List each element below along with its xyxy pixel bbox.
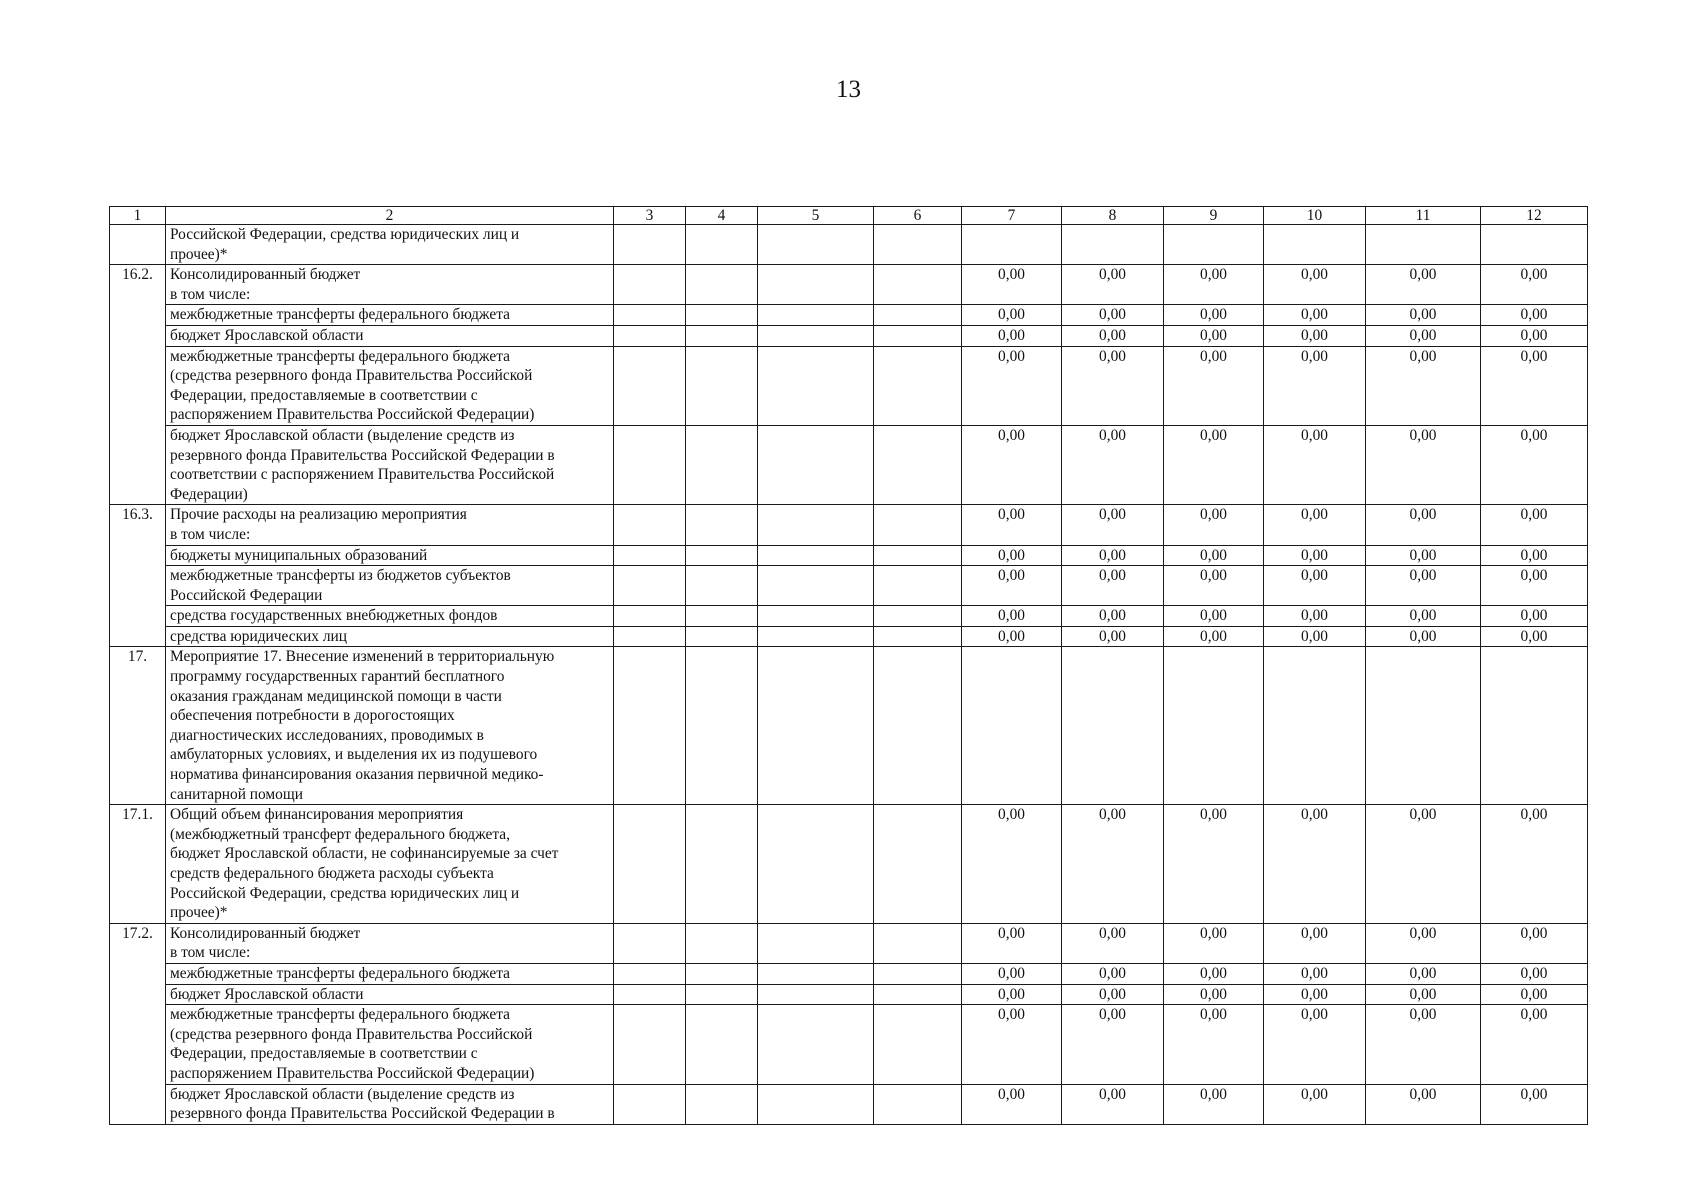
empty-cell xyxy=(686,923,758,963)
amount-cell xyxy=(1264,647,1366,805)
amount-cell: 0,00 xyxy=(1062,505,1164,545)
amount-cell: 0,00 xyxy=(1264,566,1366,606)
empty-cell xyxy=(758,505,874,545)
amount-cell: 0,00 xyxy=(962,606,1062,627)
row-description: Консолидированный бюджет в том числе: xyxy=(166,923,614,963)
column-number: 6 xyxy=(874,207,962,225)
empty-cell xyxy=(686,425,758,504)
empty-cell xyxy=(614,647,686,805)
amount-cell xyxy=(962,225,1062,265)
row-description: бюджет Ярославской области xyxy=(166,984,614,1005)
amount-cell xyxy=(962,647,1062,805)
amount-cell: 0,00 xyxy=(1164,265,1264,305)
table-row xyxy=(110,626,1588,647)
amount-cell: 0,00 xyxy=(1366,984,1481,1005)
amount-cell: 0,00 xyxy=(1062,545,1164,566)
row-description: межбюджетные трансферты из бюджетов субъектов Российской Федерации xyxy=(166,566,614,606)
table-row xyxy=(110,505,1588,545)
empty-cell xyxy=(686,626,758,647)
amount-cell: 0,00 xyxy=(1481,425,1588,504)
row-description: Прочие расходы на реализацию мероприятия в том числе: xyxy=(166,505,614,545)
amount-cell: 0,00 xyxy=(1164,626,1264,647)
empty-cell xyxy=(758,566,874,606)
row-number: 16.2. xyxy=(110,265,166,505)
amount-cell: 0,00 xyxy=(962,265,1062,305)
amount-cell: 0,00 xyxy=(1164,805,1264,924)
amount-cell: 0,00 xyxy=(1481,346,1588,425)
amount-cell: 0,00 xyxy=(1164,923,1264,963)
amount-cell: 0,00 xyxy=(1264,346,1366,425)
amount-cell: 0,00 xyxy=(1481,626,1588,647)
table-row xyxy=(110,425,1588,504)
table-row xyxy=(110,305,1588,326)
amount-cell: 0,00 xyxy=(1366,1005,1481,1084)
empty-cell xyxy=(758,805,874,924)
amount-cell: 0,00 xyxy=(1164,545,1264,566)
empty-cell xyxy=(874,984,962,1005)
column-number: 2 xyxy=(166,207,614,225)
amount-cell: 0,00 xyxy=(1481,566,1588,606)
amount-cell: 0,00 xyxy=(1366,325,1481,346)
table-row xyxy=(110,647,1588,805)
amount-cell: 0,00 xyxy=(1481,805,1588,924)
row-description: Консолидированный бюджет в том числе: xyxy=(166,265,614,305)
empty-cell xyxy=(874,647,962,805)
amount-cell: 0,00 xyxy=(1366,545,1481,566)
amount-cell: 0,00 xyxy=(1481,265,1588,305)
empty-cell xyxy=(614,505,686,545)
row-description: бюджет Ярославской области xyxy=(166,325,614,346)
amount-cell: 0,00 xyxy=(962,1084,1062,1124)
amount-cell: 0,00 xyxy=(1062,805,1164,924)
amount-cell: 0,00 xyxy=(1062,606,1164,627)
table-row xyxy=(110,325,1588,346)
amount-cell: 0,00 xyxy=(962,923,1062,963)
empty-cell xyxy=(686,545,758,566)
amount-cell: 0,00 xyxy=(1481,963,1588,984)
empty-cell xyxy=(614,963,686,984)
row-number: 17. xyxy=(110,647,166,805)
amount-cell: 0,00 xyxy=(962,545,1062,566)
amount-cell: 0,00 xyxy=(962,346,1062,425)
empty-cell xyxy=(874,346,962,425)
empty-cell xyxy=(874,923,962,963)
empty-cell xyxy=(686,325,758,346)
amount-cell: 0,00 xyxy=(962,963,1062,984)
row-number: 17.1. xyxy=(110,805,166,924)
amount-cell: 0,00 xyxy=(1366,1084,1481,1124)
empty-cell xyxy=(874,425,962,504)
empty-cell xyxy=(874,805,962,924)
column-number: 8 xyxy=(1062,207,1164,225)
table-row xyxy=(110,566,1588,606)
table-row xyxy=(110,963,1588,984)
empty-cell xyxy=(686,505,758,545)
amount-cell: 0,00 xyxy=(1164,984,1264,1005)
empty-cell xyxy=(686,265,758,305)
amount-cell xyxy=(1481,647,1588,805)
column-number: 5 xyxy=(758,207,874,225)
amount-cell: 0,00 xyxy=(1481,325,1588,346)
amount-cell: 0,00 xyxy=(1164,505,1264,545)
row-description: межбюджетные трансферты федерального бюджета (средства резервного фонда Правительства Российской Федерации, предоставляемые в соответствии с распоряжением Правительства Российской Федерации) xyxy=(166,346,614,425)
empty-cell xyxy=(758,984,874,1005)
column-number-row xyxy=(110,207,1588,225)
amount-cell: 0,00 xyxy=(1264,325,1366,346)
amount-cell xyxy=(1366,647,1481,805)
empty-cell xyxy=(614,1084,686,1124)
amount-cell: 0,00 xyxy=(1481,923,1588,963)
empty-cell xyxy=(758,606,874,627)
table-row xyxy=(110,1005,1588,1084)
amount-cell: 0,00 xyxy=(1164,305,1264,326)
row-description: бюджет Ярославской области (выделение средств из резервного фонда Правительства Российской Федерации в соответствии с распоряжением Правительства Российской Федерации) xyxy=(166,425,614,504)
amount-cell: 0,00 xyxy=(1366,425,1481,504)
amount-cell: 0,00 xyxy=(1062,984,1164,1005)
amount-cell: 0,00 xyxy=(1062,265,1164,305)
table-row xyxy=(110,984,1588,1005)
empty-cell xyxy=(614,305,686,326)
row-number: 17.2. xyxy=(110,923,166,1124)
amount-cell: 0,00 xyxy=(1062,425,1164,504)
empty-cell xyxy=(614,566,686,606)
amount-cell: 0,00 xyxy=(1062,626,1164,647)
amount-cell: 0,00 xyxy=(1481,305,1588,326)
amount-cell: 0,00 xyxy=(1366,346,1481,425)
table-row xyxy=(110,545,1588,566)
empty-cell xyxy=(614,923,686,963)
amount-cell: 0,00 xyxy=(962,626,1062,647)
amount-cell xyxy=(1062,647,1164,805)
amount-cell: 0,00 xyxy=(1264,984,1366,1005)
table-row xyxy=(110,1084,1588,1124)
amount-cell: 0,00 xyxy=(1164,566,1264,606)
empty-cell xyxy=(758,626,874,647)
row-description: бюджет Ярославской области (выделение средств из резервного фонда Правительства Российской Федерации в xyxy=(166,1084,614,1124)
column-number: 3 xyxy=(614,207,686,225)
amount-cell xyxy=(1264,225,1366,265)
amount-cell: 0,00 xyxy=(1264,505,1366,545)
row-description: Мероприятие 17. Внесение изменений в территориальную программу государственных гарантий бесплатного оказания гражданам медицинской помощи в части обеспечения потребности в дорогостоящих диагностических исследованиях, проводимых в амбулаторных условиях, и выделения их из подушевого норматива финансирования оказания первичной медико- санитарной помощи xyxy=(166,647,614,805)
amount-cell: 0,00 xyxy=(1062,963,1164,984)
amount-cell: 0,00 xyxy=(1366,963,1481,984)
empty-cell xyxy=(874,963,962,984)
budget-table xyxy=(109,206,1588,1125)
amount-cell: 0,00 xyxy=(1264,425,1366,504)
amount-cell: 0,00 xyxy=(1264,545,1366,566)
amount-cell: 0,00 xyxy=(1366,626,1481,647)
empty-cell xyxy=(614,225,686,265)
amount-cell: 0,00 xyxy=(962,505,1062,545)
table-row xyxy=(110,265,1588,305)
empty-cell xyxy=(874,545,962,566)
amount-cell: 0,00 xyxy=(1164,325,1264,346)
empty-cell xyxy=(614,805,686,924)
empty-cell xyxy=(614,265,686,305)
amount-cell xyxy=(1164,225,1264,265)
empty-cell xyxy=(874,626,962,647)
empty-cell xyxy=(758,265,874,305)
empty-cell xyxy=(686,1005,758,1084)
amount-cell: 0,00 xyxy=(1062,566,1164,606)
empty-cell xyxy=(874,225,962,265)
amount-cell: 0,00 xyxy=(1366,265,1481,305)
amount-cell: 0,00 xyxy=(1481,606,1588,627)
column-number: 10 xyxy=(1264,207,1366,225)
row-description: межбюджетные трансферты федерального бюджета (средства резервного фонда Правительства Российской Федерации, предоставляемые в соответствии с распоряжением Правительства Российской Федерации) xyxy=(166,1005,614,1084)
empty-cell xyxy=(686,606,758,627)
empty-cell xyxy=(614,425,686,504)
empty-cell xyxy=(758,305,874,326)
amount-cell xyxy=(1062,225,1164,265)
empty-cell xyxy=(874,305,962,326)
amount-cell: 0,00 xyxy=(1481,545,1588,566)
amount-cell: 0,00 xyxy=(962,566,1062,606)
column-number: 4 xyxy=(686,207,758,225)
empty-cell xyxy=(686,305,758,326)
amount-cell: 0,00 xyxy=(962,984,1062,1005)
amount-cell: 0,00 xyxy=(1264,265,1366,305)
column-number: 7 xyxy=(962,207,1062,225)
table-row xyxy=(110,606,1588,627)
table-body xyxy=(110,207,1588,1125)
amount-cell: 0,00 xyxy=(1366,505,1481,545)
empty-cell xyxy=(758,963,874,984)
amount-cell: 0,00 xyxy=(1264,805,1366,924)
empty-cell xyxy=(758,325,874,346)
column-number: 9 xyxy=(1164,207,1264,225)
row-description: Общий объем финансирования мероприятия (межбюджетный трансферт федерального бюджета, бюджет Ярославской области, не софинансируемые за счет средств федерального бюджета расходы субъекта Российской Федерации, средства юридических лиц и прочее)* xyxy=(166,805,614,924)
empty-cell xyxy=(614,346,686,425)
amount-cell: 0,00 xyxy=(1366,305,1481,326)
empty-cell xyxy=(686,984,758,1005)
amount-cell: 0,00 xyxy=(1366,923,1481,963)
amount-cell: 0,00 xyxy=(1164,963,1264,984)
amount-cell: 0,00 xyxy=(1164,346,1264,425)
empty-cell xyxy=(758,346,874,425)
row-description: межбюджетные трансферты федерального бюджета xyxy=(166,963,614,984)
amount-cell: 0,00 xyxy=(1164,425,1264,504)
amount-cell: 0,00 xyxy=(1481,505,1588,545)
empty-cell xyxy=(686,1084,758,1124)
empty-cell xyxy=(686,647,758,805)
empty-cell xyxy=(758,1005,874,1084)
row-description: средства государственных внебюджетных фондов xyxy=(166,606,614,627)
amount-cell: 0,00 xyxy=(1366,566,1481,606)
amount-cell: 0,00 xyxy=(1481,1005,1588,1084)
page-number: 13 xyxy=(836,76,861,103)
row-number: 16.3. xyxy=(110,505,166,647)
row-number xyxy=(110,225,166,265)
empty-cell xyxy=(614,984,686,1005)
empty-cell xyxy=(758,545,874,566)
empty-cell xyxy=(874,265,962,305)
amount-cell: 0,00 xyxy=(1062,923,1164,963)
amount-cell: 0,00 xyxy=(962,325,1062,346)
amount-cell: 0,00 xyxy=(1264,1084,1366,1124)
amount-cell: 0,00 xyxy=(1264,626,1366,647)
amount-cell: 0,00 xyxy=(1062,305,1164,326)
amount-cell: 0,00 xyxy=(1164,606,1264,627)
empty-cell xyxy=(686,566,758,606)
amount-cell: 0,00 xyxy=(1264,923,1366,963)
column-number: 1 xyxy=(110,207,166,225)
table-row xyxy=(110,346,1588,425)
amount-cell xyxy=(1366,225,1481,265)
empty-cell xyxy=(874,325,962,346)
amount-cell: 0,00 xyxy=(1264,963,1366,984)
empty-cell xyxy=(874,1084,962,1124)
empty-cell xyxy=(758,225,874,265)
table-row xyxy=(110,923,1588,963)
amount-cell: 0,00 xyxy=(1264,606,1366,627)
row-description: средства юридических лиц xyxy=(166,626,614,647)
empty-cell xyxy=(686,963,758,984)
amount-cell: 0,00 xyxy=(1264,1005,1366,1084)
empty-cell xyxy=(874,1005,962,1084)
amount-cell: 0,00 xyxy=(1481,984,1588,1005)
amount-cell: 0,00 xyxy=(962,1005,1062,1084)
row-description: Российской Федерации, средства юридических лиц и прочее)* xyxy=(166,225,614,265)
amount-cell: 0,00 xyxy=(962,425,1062,504)
amount-cell: 0,00 xyxy=(1062,346,1164,425)
empty-cell xyxy=(686,225,758,265)
amount-cell: 0,00 xyxy=(962,805,1062,924)
amount-cell xyxy=(1481,225,1588,265)
amount-cell: 0,00 xyxy=(1062,325,1164,346)
amount-cell: 0,00 xyxy=(962,305,1062,326)
amount-cell: 0,00 xyxy=(1264,305,1366,326)
empty-cell xyxy=(686,805,758,924)
empty-cell xyxy=(614,545,686,566)
empty-cell xyxy=(614,626,686,647)
empty-cell xyxy=(874,606,962,627)
column-number: 11 xyxy=(1366,207,1481,225)
amount-cell: 0,00 xyxy=(1366,606,1481,627)
empty-cell xyxy=(758,923,874,963)
empty-cell xyxy=(614,606,686,627)
amount-cell: 0,00 xyxy=(1366,805,1481,924)
empty-cell xyxy=(758,1084,874,1124)
amount-cell: 0,00 xyxy=(1062,1005,1164,1084)
table-row xyxy=(110,805,1588,924)
empty-cell xyxy=(686,346,758,425)
empty-cell xyxy=(758,647,874,805)
table-row xyxy=(110,225,1588,265)
empty-cell xyxy=(614,325,686,346)
row-description: межбюджетные трансферты федерального бюджета xyxy=(166,305,614,326)
empty-cell xyxy=(614,1005,686,1084)
amount-cell: 0,00 xyxy=(1164,1084,1264,1124)
amount-cell xyxy=(1164,647,1264,805)
empty-cell xyxy=(758,425,874,504)
row-description: бюджеты муниципальных образований xyxy=(166,545,614,566)
amount-cell: 0,00 xyxy=(1481,1084,1588,1124)
amount-cell: 0,00 xyxy=(1164,1005,1264,1084)
empty-cell xyxy=(874,566,962,606)
empty-cell xyxy=(874,505,962,545)
amount-cell: 0,00 xyxy=(1062,1084,1164,1124)
column-number: 12 xyxy=(1481,207,1588,225)
